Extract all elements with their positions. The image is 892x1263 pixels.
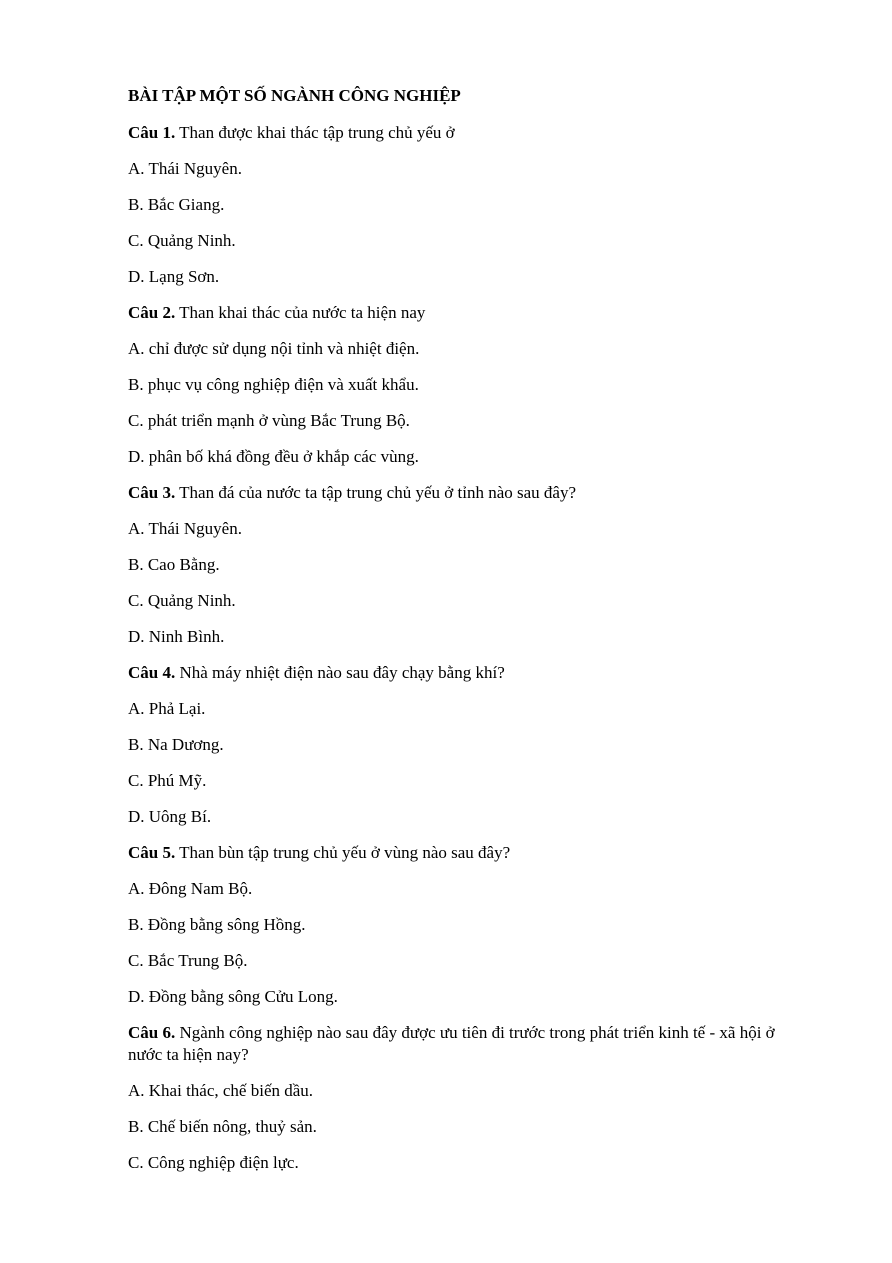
question-text (128, 122, 808, 144)
answer-option-b: B. Bắc Giang. (128, 195, 225, 214)
answer-option-c: C. Quảng Ninh. (128, 231, 236, 250)
answer-option-b: B. Đồng bằng sông Hồng. (128, 915, 306, 934)
question-3 (128, 482, 808, 648)
answer-option-d: D. Uông Bí. (128, 807, 212, 826)
answer-option-a: A. Thái Nguyên. (128, 519, 242, 538)
question-stem: Than bùn tập trung chủ yếu ở vùng nào sau đây? (175, 843, 511, 862)
answer-option-b: B. Chế biến nông, thuỷ sản. (128, 1117, 317, 1136)
question-stem: Than khai thác của nước ta hiện nay (175, 303, 426, 322)
question-5 (128, 842, 808, 1008)
answer-option-b: B. Cao Bằng. (128, 555, 220, 574)
question-label: Câu 6. (128, 1023, 176, 1042)
question-text (128, 662, 808, 684)
question-stem: Nhà máy nhiệt điện nào sau đây chạy bằng khí? (175, 663, 505, 682)
question-1 (128, 122, 808, 288)
question-4 (128, 662, 808, 828)
answer-option-c: C. Quảng Ninh. (128, 591, 236, 610)
answer-option-a: A. Khai thác, chế biến dầu. (128, 1081, 314, 1100)
question-stem: Than đá của nước ta tập trung chủ yếu ở tỉnh nào sau đây? (175, 483, 576, 502)
question-text (128, 1022, 808, 1066)
question-stem: Ngành công nghiệp nào sau đây được ưu tiên đi trước trong phát triển kinh tế - xã hội ở nước ta hiện nay? (128, 1023, 775, 1064)
answer-option-b: B. Na Dương. (128, 735, 224, 754)
question-label: Câu 1. (128, 123, 176, 142)
answer-option-a: A. Thái Nguyên. (128, 159, 242, 178)
question-label: Câu 4. (128, 663, 176, 682)
question-6 (128, 1022, 808, 1174)
document-title: BÀI TẬP MỘT SỐ NGÀNH CÔNG NGHIỆP (128, 86, 461, 105)
question-text (128, 482, 808, 504)
question-label: Câu 2. (128, 303, 176, 322)
answer-option-a: A. Đông Nam Bộ. (128, 879, 253, 898)
question-2 (128, 302, 808, 468)
answer-option-c: C. Phú Mỹ. (128, 771, 207, 790)
question-text (128, 842, 808, 864)
question-stem: Than được khai thác tập trung chủ yếu ở (175, 123, 455, 142)
question-label: Câu 5. (128, 843, 176, 862)
question-label: Câu 3. (128, 483, 176, 502)
answer-option-c: C. Bắc Trung Bộ. (128, 951, 248, 970)
answer-option-b: B. phục vụ công nghiệp điện và xuất khẩu. (128, 375, 419, 394)
answer-option-d: D. Đồng bằng sông Cửu Long. (128, 987, 338, 1006)
answer-option-a: A. chỉ được sử dụng nội tỉnh và nhiệt điện. (128, 339, 420, 358)
answer-option-d: D. Lạng Sơn. (128, 267, 220, 286)
answer-option-d: D. Ninh Bình. (128, 627, 225, 646)
question-text (128, 302, 808, 324)
answer-option-a: A. Phả Lại. (128, 699, 206, 718)
answer-option-c: C. phát triển mạnh ở vùng Bắc Trung Bộ. (128, 411, 410, 430)
document-page (128, 86, 808, 1188)
answer-option-d: D. phân bố khá đồng đều ở khắp các vùng. (128, 447, 419, 466)
answer-option-c: C. Công nghiệp điện lực. (128, 1153, 299, 1172)
